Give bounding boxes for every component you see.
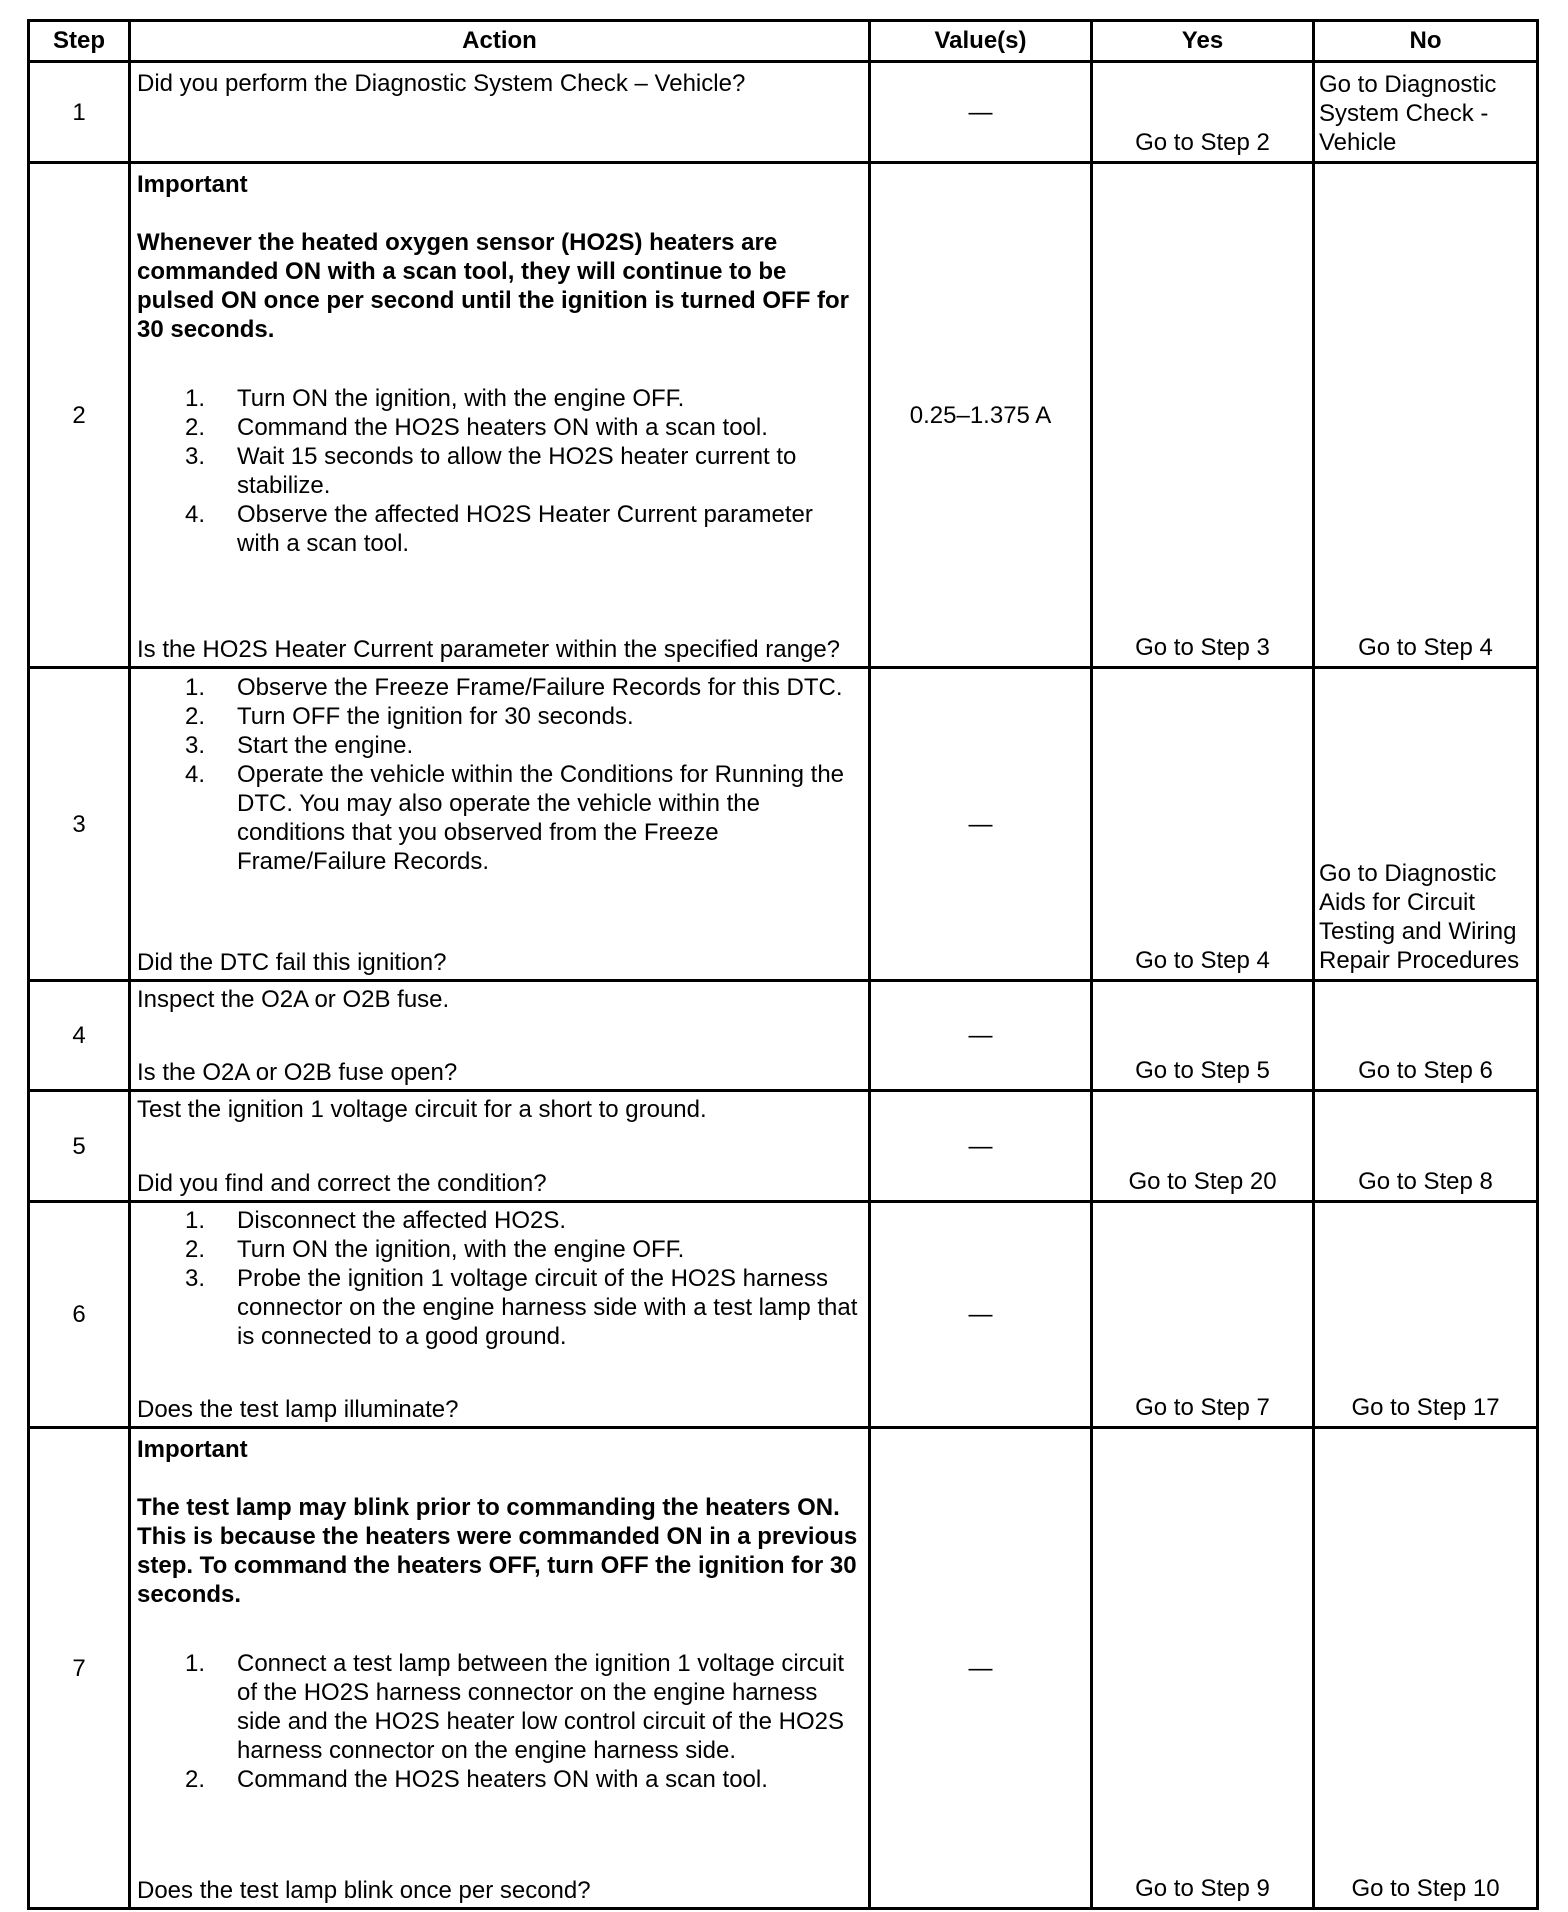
action-question: Is the HO2S Heater Current parameter within the specified range? <box>137 636 841 663</box>
header-action: Action <box>130 21 870 62</box>
step-number: 4 <box>29 981 130 1091</box>
no-cell: Go to Step 10 <box>1314 1428 1538 1909</box>
value-cell: — <box>870 981 1092 1091</box>
table-row <box>29 1091 1538 1202</box>
no-cell: Go to Step 6 <box>1314 981 1538 1091</box>
action-question: Does the test lamp illuminate? <box>137 1396 459 1423</box>
important-heading: Important <box>137 171 248 198</box>
value-cell: — <box>870 1091 1092 1202</box>
header-step: Step <box>29 21 130 62</box>
diagnostic-table <box>27 19 1539 1910</box>
action-text: Did you perform the Diagnostic System Check – Vehicle? <box>137 70 746 97</box>
yes-cell: Go to Step 4 <box>1092 668 1314 981</box>
list-item: 2. Command the HO2S heaters ON with a scan tool. <box>184 414 768 441</box>
table-row <box>29 163 1538 668</box>
table-row <box>29 981 1538 1091</box>
important-note: The test lamp may blink prior to commanding the heaters ON. This is because the heaters were commanded ON in a previous step. To command the heaters OFF, turn OFF the ignition for 30 seconds. <box>137 1494 858 1608</box>
yes-cell: Go to Step 2 <box>1092 62 1314 163</box>
step-number: 2 <box>29 163 130 668</box>
list-item: 3. Start the engine. <box>184 732 414 759</box>
list-item: 2. Turn ON the ignition, with the engine OFF. <box>184 1236 685 1263</box>
step-number: 6 <box>29 1202 130 1428</box>
list-item: 4. Operate the vehicle within the Conditions for Running the DTC. You may also operate the vehicle within the conditions that you observed from the Freeze Frame/Failure Records. <box>184 761 845 875</box>
important-note: Whenever the heated oxygen sensor (HO2S) heaters are commanded ON with a scan tool, they will continue to be pulsed ON once per second until the ignition is turned OFF for 30 seconds. <box>137 229 850 343</box>
header-values: Value(s) <box>870 21 1092 62</box>
header-row <box>29 21 1538 62</box>
header-no: No <box>1314 21 1538 62</box>
value-cell: 0.25–1.375 A <box>870 163 1092 668</box>
step-number: 7 <box>29 1428 130 1909</box>
table-row <box>29 1428 1538 1909</box>
action-text: Test the ignition 1 voltage circuit for a short to ground. <box>137 1096 707 1123</box>
value-cell: — <box>870 668 1092 981</box>
list-item: 2. Command the HO2S heaters ON with a scan tool. <box>184 1766 768 1793</box>
step-number: 5 <box>29 1091 130 1202</box>
no-cell: Go to Step 17 <box>1314 1202 1538 1428</box>
step-list <box>137 1649 862 1794</box>
list-item: 1. Disconnect the affected HO2S. <box>184 1207 567 1234</box>
step-list <box>137 1206 862 1351</box>
action-cell <box>130 1428 870 1909</box>
value-cell: — <box>870 62 1092 163</box>
action-cell <box>130 668 870 981</box>
header-yes: Yes <box>1092 21 1314 62</box>
list-item: 1. Observe the Freeze Frame/Failure Records for this DTC. <box>184 674 843 701</box>
step-number: 1 <box>29 62 130 163</box>
step-list <box>137 384 862 558</box>
no-cell: Go to Diagnostic System Check - Vehicle <box>1314 62 1538 163</box>
action-text: Inspect the O2A or O2B fuse. <box>137 986 450 1013</box>
yes-cell: Go to Step 3 <box>1092 163 1314 668</box>
table-row <box>29 62 1538 163</box>
action-cell <box>130 62 870 163</box>
list-item: 3. Probe the ignition 1 voltage circuit of the HO2S harness connector on the engine harness side with a test lamp that is connected to a good ground. <box>184 1265 858 1350</box>
yes-cell: Go to Step 7 <box>1092 1202 1314 1428</box>
action-question: Is the O2A or O2B fuse open? <box>137 1059 458 1086</box>
list-item: 1. Connect a test lamp between the ignition 1 voltage circuit of the HO2S harness connector on the engine harness side and the HO2S heater low control circuit of the HO2S harness connector on the engine harness side. <box>184 1650 845 1764</box>
yes-cell: Go to Step 20 <box>1092 1091 1314 1202</box>
no-cell: Go to Step 8 <box>1314 1091 1538 1202</box>
table-row <box>29 668 1538 981</box>
action-cell <box>130 1091 870 1202</box>
value-cell: — <box>870 1202 1092 1428</box>
list-item: 3. Wait 15 seconds to allow the HO2S heater current to stabilize. <box>184 443 797 499</box>
table-row <box>29 1202 1538 1428</box>
action-cell <box>130 981 870 1091</box>
action-question: Did the DTC fail this ignition? <box>137 949 447 976</box>
list-item: 1. Turn ON the ignition, with the engine OFF. <box>184 385 685 412</box>
important-heading: Important <box>137 1436 248 1463</box>
action-question: Did you find and correct the condition? <box>137 1170 547 1197</box>
no-cell: Go to Diagnostic Aids for Circuit Testing and Wiring Repair Procedures <box>1314 668 1538 981</box>
list-item: 4. Observe the affected HO2S Heater Current parameter with a scan tool. <box>184 501 813 557</box>
step-number: 3 <box>29 668 130 981</box>
action-question: Does the test lamp blink once per second? <box>137 1877 591 1904</box>
step-list <box>137 673 862 876</box>
yes-cell: Go to Step 5 <box>1092 981 1314 1091</box>
action-cell <box>130 163 870 668</box>
yes-cell: Go to Step 9 <box>1092 1428 1314 1909</box>
value-cell: — <box>870 1428 1092 1909</box>
list-item: 2. Turn OFF the ignition for 30 seconds. <box>184 703 634 730</box>
no-cell: Go to Step 4 <box>1314 163 1538 668</box>
action-cell <box>130 1202 870 1428</box>
